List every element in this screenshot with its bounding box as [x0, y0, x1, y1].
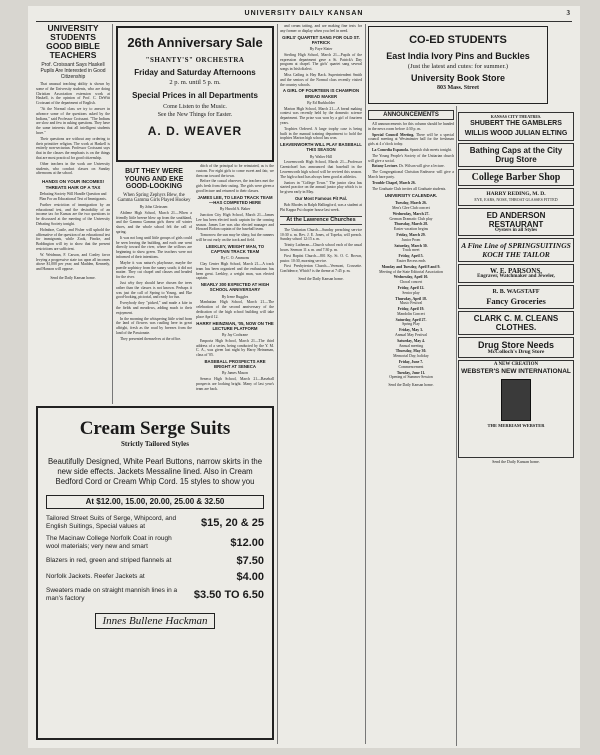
column-3: ditch of the principal to be reinstated, as is the custom. For eight girls to come sweet and fair, we then ran toward the town. Before the casual observer, the teachers met the girls fresh from their outing. The girls were given a good lecture and returned to their classes. JAMES LEE, TO LEAD TRACK TEAM—HAS COMPETED HERE By Harold A. Baker Junction City High School, March 21—James Lee has been elected track captain for the coming season. James Lee was also elected manager and Howard Bolton captain of the baseball team. Tomorrow the sun may be shiny, but the runners will be out early on the track and field. LEEKLEY, WEIGHT MAN, TO CAPTAIN TRACK TEAM By C. O. Ammons Clay Center High School, March 21—A track team has been organized and the enthusiasm has been great. Leekley, a weight man, was elected captain. NEARLY 300 EXPECTED AT HIGH SCHOOL ANNIVERSARY By Irene Ruggles Manhattan High School, March 21—The celebration of the second anniversary of the dedication of the high school building will take place April 12. HARRY HEINZMAN, '05, NOW ON THE LECTURE PLATFORM By Jay Cochrane Emporia High School, March 21—The third address of a series, being conducted by the Y. M. C. A., was given last night by Harry Heinzman, class of '05. BASEBALL PROSPECTS ARE BRIGHT AT SENECA By James Mason Seneca High School, March 21—Baseball prospects are looking bright. Many of last year's team are back. — [196, 164, 274, 391]
serge-prices: At $12.00, 15.00, 20.00, 25.00 & 32.50 — [46, 495, 264, 509]
special-prices: Special Prices in all Departments — [132, 91, 258, 100]
serge-signature: Innes Bullene Hackman — [95, 613, 214, 629]
announcements-title: ANNOUNCEMENTS — [368, 110, 454, 120]
serge-row-text: Blazers in red, green and striped flannels at — [46, 557, 172, 564]
article-young-girls: Abilene High School, March 21—When a friendly little breeze blew up from the southland, and the Gamma Gamma girls threw off winter shoes, and the whole school felt the call of spring. — [116, 210, 192, 235]
byline-baker: By Harold A. Baker — [219, 207, 251, 212]
serge-row-price: $12.00 — [230, 537, 264, 549]
subhead-incomes: Debating Society Will Handle Question and Plan For an Educational Test of Immigrants. — [39, 192, 107, 201]
serge-row — [46, 571, 264, 583]
kc-theatres-ad: KANSAS CITY THEATRES. SHUBERT THE GAMBLERS WILLIS WOOD JULIAN ELTING — [458, 112, 574, 141]
dictionary-book-icon — [501, 379, 531, 421]
byline-cochrane: By Jay Cochrane — [222, 332, 248, 337]
column-rule — [365, 24, 366, 744]
headline-james-lee: JAMES LEE, TO LEAD TRACK TEAM—HAS COMPETED HERE — [197, 194, 273, 205]
wagstaff-ad: R. B. WAGSTAFF Fancy Groceries — [458, 285, 574, 309]
column-4: and cream tatting, and are making fine tests for any former or display when you feel in need. GIRLS' QUARTET SANG FOR OLD ST. PATRICK By Faye Slater Sterling High School, March 21—Pupils of the expression department gave a St. Patrick's Day program at chapel. The girls' quartet sang several songs in Irish dialect. Miss Catling is Hay Back. Superintendent Smith and the seniors of the Normal class recently visited the country schools. A GIRL OF FOURTEEN IS CHAMPION BREAD MAKER By Ed Burkholder Marion High School, March 21—A bread making contest was recently held by the domestic science department. The prize was won by a girl of fourteen years. Trophies Ordered. A large trophy case is being built in the manual training department to hold the trophies Marion high school has won. LEAVENWORTH WILL PLAY BASEBALL THIS SEASON By Walter Hill Leavenworth High School, March 21—Professor Carmichael has announced that baseball in the Leavenworth high school will be revived this season. The high school has always been good at athletics. Juniors in "College Town." The junior class has started practice on the annual junior play which is to be given early in May. Our Most Famous Pit Pal. Bob Rhodes in Ralph Hallingford, was a student at Phi Kappa Psi chapter house last week. At the Lawrence Churches The Unitarian Church—Sunday preaching service 10:30 a. m. Rev. J. E. Jones, of Topeka, will preach. Sunday school 12:15 a. m. Trinity Lutheran—Church school each of the usual hours. Sermon 11 a. m. and 7:30 p. m. First Baptist Church—801 Ky. St. O. C. Brown, pastor. 10:30, morning service. First Presbyterian Church—Vermont, Crossette. Confidence, Which? is the theme at 7:45 p. m. Send the Daily Kansan home. — [280, 24, 362, 281]
sale-time: 2 p. m. until 5 p. m. — [169, 79, 221, 86]
coed-items: East India Ivory Pins and Buckles — [386, 51, 530, 61]
store-name: A. D. WEAVER — [147, 124, 243, 138]
footer-note: Send the Daily Kansan home. — [50, 275, 96, 280]
serge-row-price: $3.50 TO 6.50 — [193, 589, 264, 601]
column-rule — [277, 24, 278, 744]
subhead-bible-teachers: Prof. Croissant Says Haskell Pupils Are Interested in Good Citizenship — [40, 62, 106, 80]
serge-row-text: Sweaters made on straight mannish lines in a man's factory — [46, 587, 178, 602]
headline-leekley: LEEKLEY, WEIGHT MAN, TO CAPTAIN TRACK TEAM — [205, 243, 265, 254]
ed-anderson-ad: ED ANDERSON RESTAURANT Oysters in all Styles — [458, 208, 574, 237]
byline-gleissner: By John Gleissner. — [139, 205, 169, 210]
headline-bible-teachers: UNIVERSITY STUDENTS GOOD BIBLE TEACHERS — [46, 24, 100, 60]
anniversary-sale-ad — [116, 26, 274, 162]
column-rule — [112, 24, 113, 404]
serge-row — [46, 587, 264, 603]
coed-note: (Just the latest and cutes: for summer.) — [407, 63, 509, 70]
column-1: UNIVERSITY STUDENTS GOOD BIBLE TEACHERS Prof. Croissant Says Haskell Pupils Are Interested in Good Citizenship That unusual teaching ability is shown by some of the University students, who are doing Christian Association extension work at Haskell, is the opinion of Prof. C. DeWitt Croissant of the department of English. "At the Normal class we try to answer in advance some of the questions asked by the Indians," said Professor Croissant. "The Indians are slow and few in asking questions. They have the same interests that all intelligent students have." Their questions are without any ordering to their primitive religion. The work at Haskell is entirely non-sectarian. Professor Croissant says that in the classes the emphasis is on the things that are most practical for good citizenship. Other teachers in the work are University students, who conduct classes on Sunday afternoons at the school. HANDS ON YOUR INCOMES! THREATS HAIR OF A TAX Debating Society Will Handle Question and Plan For an Educational Test of Immigrants. Further restriction of immigration by an educational test, and the desirability of an income tax for Kansas are the two questions to be discussed at the meeting of the University Debating Society tonight. Holmboe, Castle, and Fisher will uphold the affirmative of the question of an educational test for immigrants, while Zook, Fincke, and Boddington will try to show that the present restrictions are sufficient. W. Weidman, F. Carson, and Conley favor levying a progressive state tax upon all incomes above $1,000 per year; and Madden, Kennedy, and Hanson will oppose. Send the Daily Kansan home. — [36, 24, 110, 280]
article-body: That unusual teaching ability is shown by some of the University students, who are doing Christian Association extension work at Haskell, is the opinion of Prof. C. DeWitt Croissant of the department of English. — [36, 82, 110, 106]
serge-row-text: The Macinaw College Norfolk Coat in rough wool materials; very new and smart — [46, 535, 172, 550]
column-2: BUT THEY WERE YOUNG AND EKE GOOD-LOOKING When Spring Zephyrs Blew, the Gamma Gamma Girls Played Hookey By John Gleissner. Abilene High School, March 21—When a friendly little breeze blew up from the southland, and the Gamma Gamma girls threw off winter shoes, and the whole school felt the call of spring. It was not long until little groups of girls could be seen leaving the building, and each one went directly toward the river, where the willows are beginning to show green. The teachers were not informed of their intentions. Maybe it was nature's playhouse, maybe the puerile sophistry from the sunny south; it did not matter. They cut chapel and classes and headed for the river. Just why they should have chosen the trees rather than the classes is not known. Perhaps it was just the call of Spring to Young, and Eke good-looking, pictorial, and ready for fun. Everybody they "picked," and made a kite in the fields and meadows, adding much to their enjoyment. In the morning the whispering little wind from the land of flowers was rustling here in great affright, fresh as the road by breezes from the land of the Passionate. They presented themselves at the office. — [116, 168, 192, 341]
footer-note-6: Send the Daily Kansan home. — [492, 458, 540, 464]
right-ads-column — [458, 110, 574, 748]
column-rule — [456, 106, 457, 746]
orchestra-name: "SHANTY'S" ORCHESTRA — [145, 56, 245, 64]
coed-address: 803 Mass. Street — [436, 85, 480, 91]
footer-note-5: Send the Daily Kansan home. — [388, 383, 434, 388]
serge-row — [46, 515, 264, 531]
serge-row-text: Tailored Street Suits of Serge, Whipcord, and English Suitings, Special values at — [46, 515, 177, 530]
col3-opening: ditch of the principal to be reinstated, as is the custom. For eight girls to come sweet and fair, we then ran toward the town. — [196, 164, 274, 178]
cream-serge-suits-ad — [36, 406, 274, 740]
masthead: UNIVERSITY DAILY KANSAN — [244, 10, 364, 17]
announcements-column: ANNOUNCEMENTS All announcements for this column should be handed in the news room before 4:30 p. m. Special Council Meeting. There will be a special council meeting at Westminster hall for the freshman girls at 4 o'clock today. La Comedia Espanola. Spanish club meets tonight. The Young People's Society of the Unitarian church will give a social. Botany Lecture. Dr. Wilson will give a lecture. The Congregational Christian Endeavor will give a March hare party. Trouble Chapel, March 26. The Graduate Club invites all Graduate students. UNIVERSITY CALENDAR. Tuesday, March 26. Men's Glee Club concert Wednesday, March 27. German Dramatic Club play Thursday, March 28. Easter vacation begins Friday, March 29. Junior Prom Saturday, March 30. Track meet Friday, April 5. Easter Recess ends Monday and Tuesday, April 8 and 9. Meeting of the State Editorial Association Wednesday, April 10. Choral concert Friday, April 12. Senior play Thursday, April 18. Music Festival Friday, April 19. Mandolin Concert Saturday, April 27. Spring Play Friday, May 3. Annual May Festival Saturday, May 4. Annual meeting Thursday, May 30. Memorial Day; holiday Friday, June 7. Commencement Tuesday, June 11. Opening of Summer Session Send the Daily Kansan home. — [368, 112, 454, 388]
serge-row-price: $7.50 — [236, 555, 264, 567]
headline-baseball: BASEBALL PROSPECTS ARE BRIGHT AT SENECA — [204, 358, 266, 370]
newspaper-page — [28, 6, 580, 748]
byline-ammons: By C. O. Ammons — [220, 256, 250, 261]
headline-quartet: GIRLS' QUARTET SANG FOR OLD ST. PATRICK — [282, 34, 360, 45]
serge-price-rows — [46, 515, 264, 603]
serge-row — [46, 555, 264, 567]
sale-days: Friday and Saturday Afternoons — [134, 68, 256, 77]
webster-dictionary-ad: A NEW CREATION WEBSTER'S NEW INTERNATIONAL THE MERRIAM WEBSTER — [458, 360, 574, 458]
serge-subtitle: Strictly Tailored Styles — [121, 440, 189, 448]
byline-ruggles: By Irene Ruggles — [221, 294, 249, 299]
calendar-title: UNIVERSITY CALENDAR. — [384, 193, 438, 199]
byline-slater: By Faye Slater — [309, 47, 333, 51]
byline-burkholder: By Ed Burkholder — [307, 100, 335, 105]
see-text: See the New Things for Easter. — [157, 112, 233, 118]
headline-heinzman: HARRY HEINZMAN, '05, NOW ON THE LECTURE PLATFORM — [196, 320, 274, 331]
page-number: 3 — [566, 9, 570, 17]
barber-shop-ad: College Barber Shop — [458, 169, 574, 186]
serge-description: Beautifully Designed, White Pearl Buttons, narrow skirts in the new side effects. Jackets Messaline lined. Also in Cream Bedford Cord or Cream Whip Cord. 15 styles to show you — [47, 457, 263, 486]
parsons-ad: W. E. PARSONS, Engraver, Watchmaker and Jeweler, — [458, 264, 574, 283]
serge-row-price: $4.00 — [236, 571, 264, 583]
headline-anniversary: NEARLY 300 EXPECTED AT HIGH SCHOOL ANNIVERSARY — [200, 282, 270, 293]
spring-suitings-ad: A Fine Line of SPRINGSUITINGS KOCH THE TAILOR — [458, 238, 574, 262]
headline-incomes: HANDS ON YOUR INCOMES! THREATS HAIR OF A TAX — [42, 179, 104, 190]
bathing-caps-ad: Bathing Caps at the City Drug Store — [458, 143, 574, 167]
serge-title: Cream Serge Suits — [79, 418, 231, 439]
serge-row-price: $15, 20 & 25 — [201, 517, 264, 529]
coed-students-ad — [368, 26, 548, 104]
sale-title: 26th Anniversary Sale — [127, 35, 263, 50]
coed-title: CO-ED STUDENTS — [409, 34, 507, 46]
subhead-young-girls: When Spring Zephyrs Blew, the Gamma Gamma Girls Played Hookey — [117, 192, 191, 204]
coed-store: University Book Store — [410, 73, 506, 83]
listen-text: Come Listen to the Music. — [163, 104, 227, 110]
headline-pit-pal: Our Most Famous Pit Pal. — [294, 195, 348, 201]
harry-reding-ad: HARRY REDING, M. D. EYE, EARS, NOSE, THROAT GLASSES FITTED — [458, 188, 574, 206]
serge-row — [46, 535, 264, 551]
clark-cleans-ad: CLARK C. M. CLEANS CLOTHES. — [458, 311, 574, 335]
serge-row-text: Norfolk Jackets. Reefer Jackets at — [46, 573, 145, 580]
footer-note-4: Send the Daily Kansan home. — [298, 276, 344, 281]
headline-young-girls: BUT THEY WERE YOUNG AND EKE GOOD-LOOKING — [124, 168, 184, 190]
headline-leavenworth: LEAVENWORTH WILL PLAY BASEBALL THIS SEASON — [280, 142, 362, 153]
drug-store-ad: Drug Store Needs McColloch's Drug Store — [458, 337, 574, 358]
byline-hill: By Walter Hill — [309, 154, 333, 159]
headline-churches: At the Lawrence Churches — [280, 216, 362, 225]
top-rule — [36, 21, 572, 22]
byline-mason: By James Mason — [222, 371, 248, 376]
col4-top: and cream tatting, and are making fine tests for any former or display when you feel in need. — [280, 24, 362, 33]
headline-bread: A GIRL OF FOURTEEN IS CHAMPION BREAD MAKER — [282, 88, 360, 99]
